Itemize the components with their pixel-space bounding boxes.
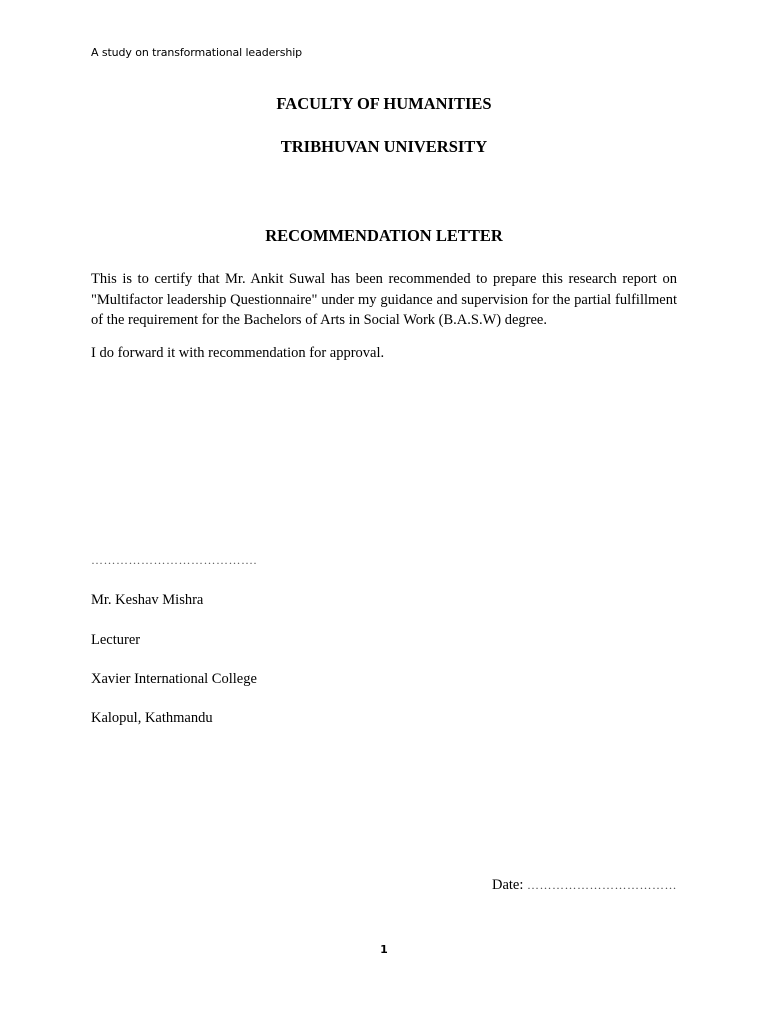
signature-line: …………………………………. bbox=[91, 553, 257, 567]
date-label: Date: bbox=[491, 877, 524, 893]
faculty-heading: FACULTY OF HUMANITIES bbox=[276, 94, 492, 113]
signatory-title: Lecturer bbox=[91, 632, 141, 648]
date-field bbox=[492, 877, 677, 894]
date-dots: ……………………………… bbox=[527, 878, 677, 892]
university-heading: TRIBHUVAN UNIVERSITY bbox=[280, 137, 488, 156]
approval-paragraph: I do forward it with recommendation for approval. bbox=[91, 345, 385, 361]
signatory-college: Xavier International College bbox=[91, 671, 257, 687]
signatory-address: Kalopul, Kathmandu bbox=[91, 710, 213, 726]
certification-paragraph: This is to certify that Mr. Ankit Suwal has been recommended to prepare this research report on "Multifactor leadership Questionnaire" under my guidance and supervision for the partial fulfillment of the requirement for the Bachelors of Arts in Social Work (B.A.S.W) degree. bbox=[91, 271, 677, 328]
page-number: 1 bbox=[380, 943, 388, 956]
running-header: A study on transformational leadership bbox=[91, 46, 303, 59]
letter-title: RECOMMENDATION LETTER bbox=[265, 226, 503, 245]
signatory-name: Mr. Keshav Mishra bbox=[91, 592, 204, 608]
